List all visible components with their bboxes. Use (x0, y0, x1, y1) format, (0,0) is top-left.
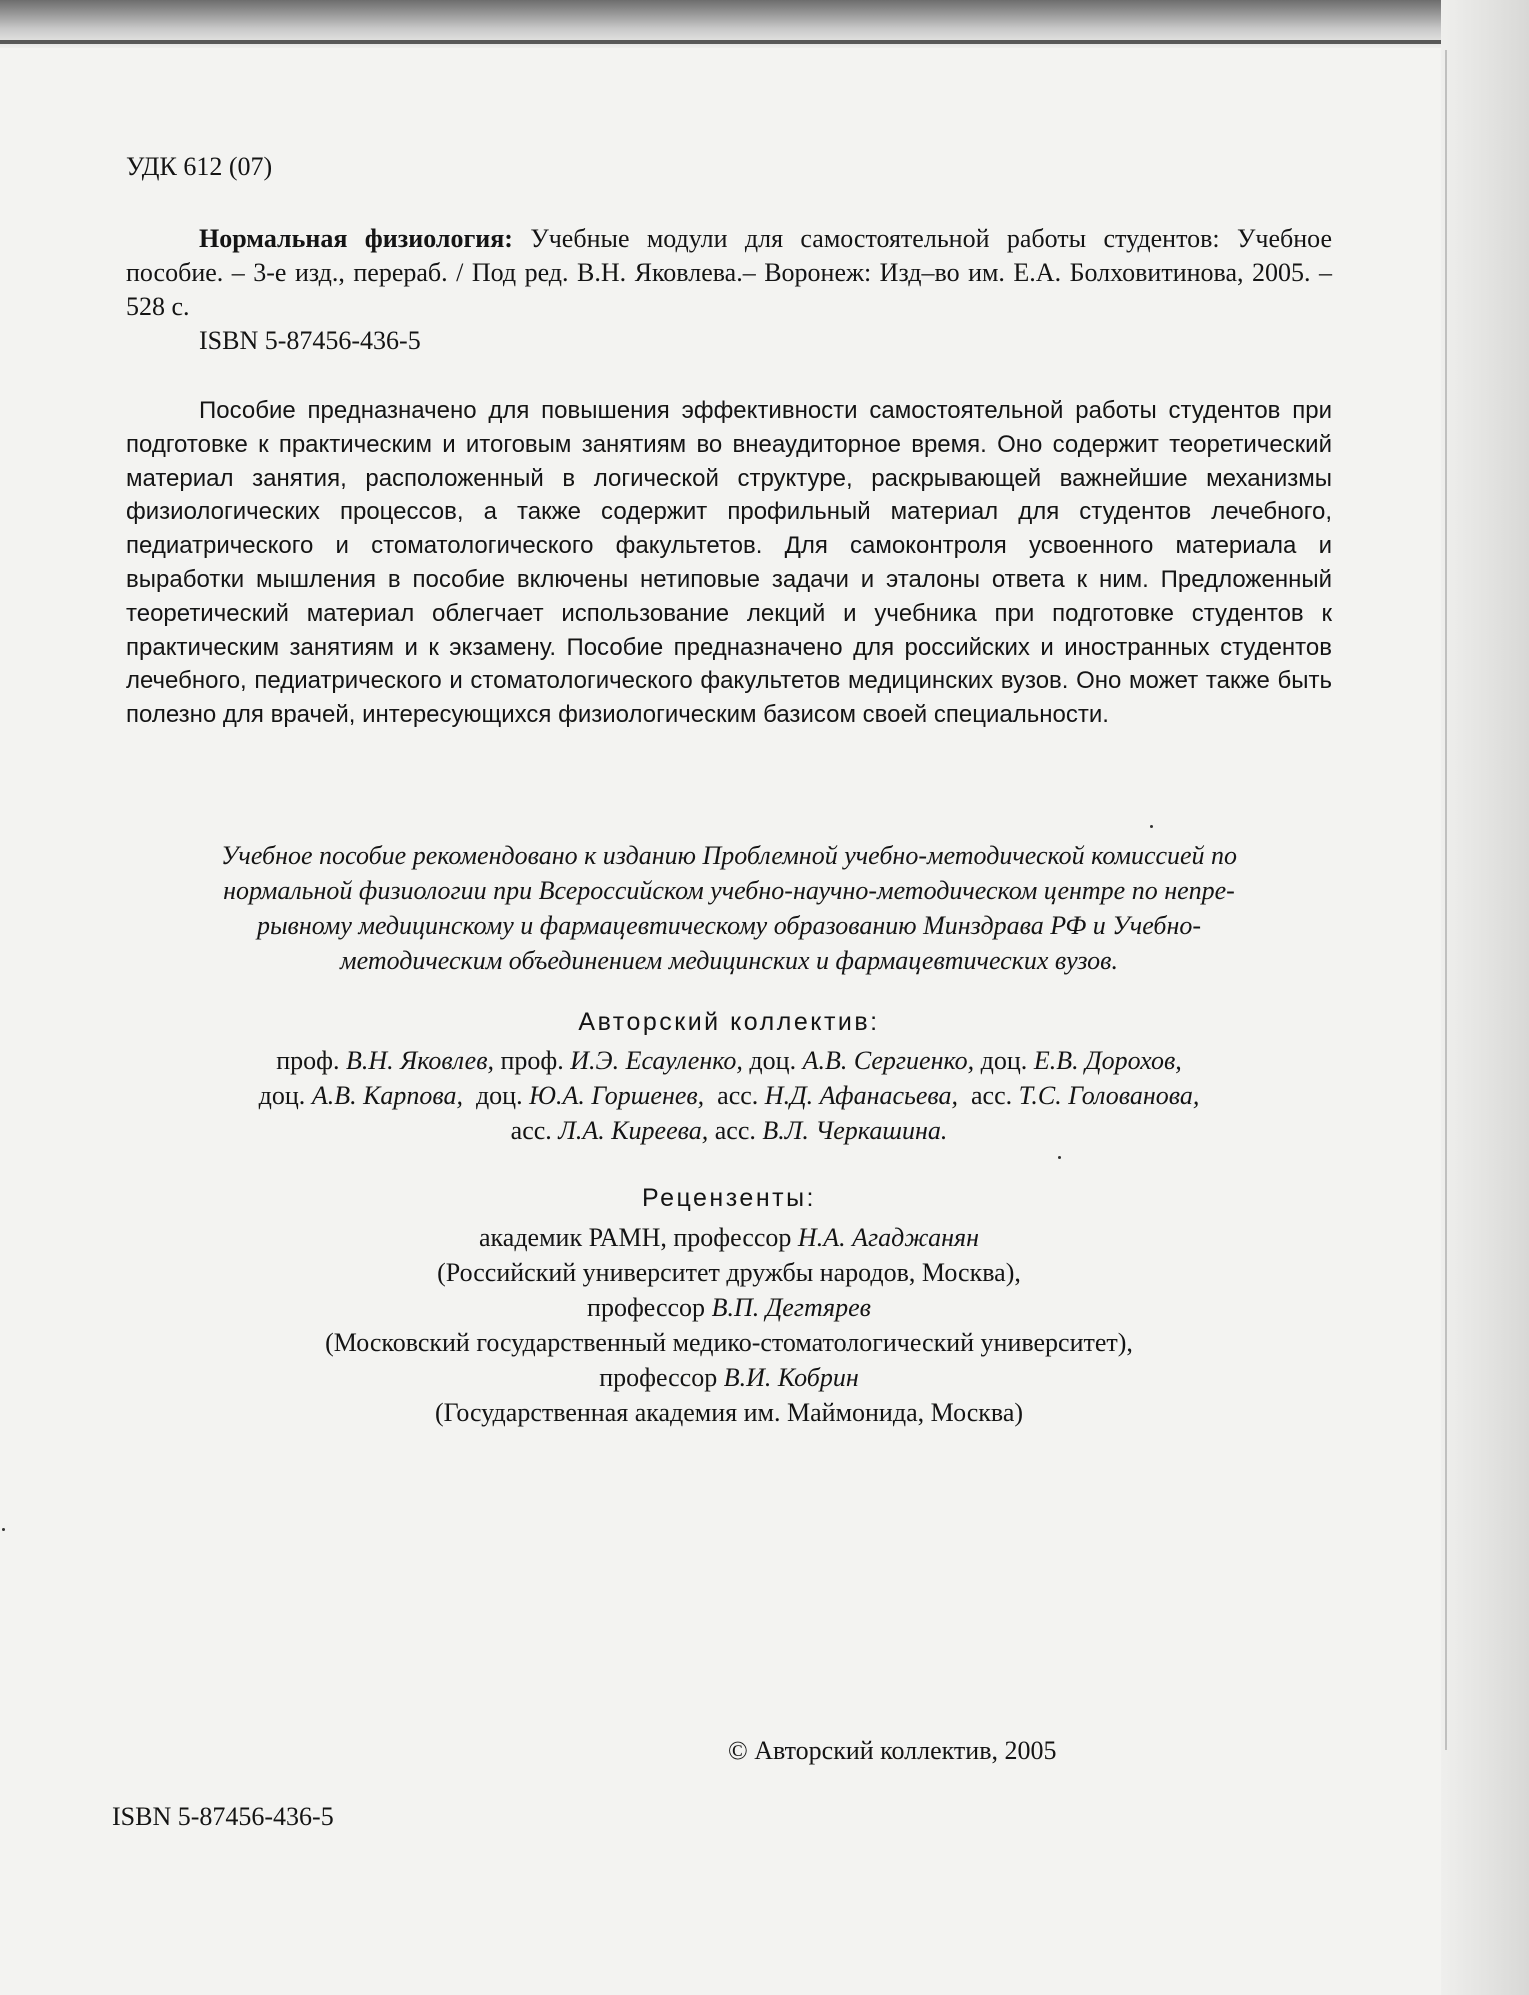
author-name: И.Э. Есауленко, (570, 1046, 743, 1075)
reviewer-title: профессор (587, 1293, 712, 1322)
reviewer-name: В.И. Кобрин (723, 1363, 859, 1392)
authors-line (126, 1078, 1332, 1113)
recommendation-note (126, 838, 1332, 978)
author-title: проф. (276, 1046, 346, 1075)
author-name: А.В. Карпова, (311, 1081, 463, 1110)
scan-speck (1150, 825, 1153, 828)
author-title: доц. (742, 1046, 803, 1075)
scan-right-margin (1441, 0, 1529, 1995)
recommendation-line: нормальной физиологии при Всероссийском учебно-научно-методическом центре по непре- (223, 876, 1235, 905)
reviewer-name: В.П. Дегтярев (711, 1293, 871, 1322)
author-title: асс. (704, 1081, 765, 1110)
reviewer-name: Н.А. Агаджанян (797, 1223, 979, 1252)
reviewer-title: академик РАМН, профессор (479, 1223, 798, 1252)
reviewer-affiliation: (Московский государственный медико-стоматологический университет), (325, 1328, 1133, 1357)
bibliographic-citation (126, 222, 1332, 324)
author-name: Е.В. Дорохов, (1033, 1046, 1182, 1075)
isbn-top: ISBN 5-87456-436-5 (199, 326, 421, 355)
recommendation-line: методическим объединением медицинских и фармацевтических вузов. (340, 946, 1118, 975)
citation-details: Учебные модули для самостоятельной работы студентов: Учебное пособие. – 3-е изд., перераб. / Под ред. В.Н. Яковлева.– Воронеж: Изд–во им. Е.А. Болховитинова, 2005. – 528 с. (126, 224, 1332, 321)
author-title: доц. (462, 1081, 530, 1110)
author-title: проф. (494, 1046, 571, 1075)
author-name: Н.Д. Афанасьева, (764, 1081, 958, 1110)
author-name: Л.А. Киреева, (558, 1116, 709, 1145)
abstract: Пособие предназначено для повышения эффективности самостоятельной работы студентов при подготовке к практическим и итоговым занятиям во внеаудиторное время. Оно содержит теоретический материал занятия, расположенный в логической структуре, раскрывающей важнейшие механизмы физиологических процессов, а также содержит профильный материал для студентов лечебного, педиатрического и стоматологического факультетов. Для самоконтроля усвоенного материала и выработки мышления в пособие включены нетиповые задачи и эталоны ответа к ним. Предложенный теоретический материал облегчает использование лекций и учебника при подготовке студентов к практическим занятиям и к экзамену. Пособие предназначено для российских и иностранных студентов лечебного, педиатрического и стоматологического факультетов медицинских вузов. Оно может также быть полезно для врачей, интересующихся физиологическим базисом своей специальности. (126, 397, 1332, 729)
recommendation-line: рывному медицинскому и фармацевтическому образованию Минздрава РФ и Учебно- (256, 911, 1202, 940)
udk-code: УДК 612 (07) (126, 152, 273, 181)
author-name: А.В. Сергиенко, (802, 1046, 975, 1075)
reviewer-affiliation: (Российский университет дружбы народов, Москва), (437, 1258, 1021, 1287)
reviewer-line (126, 1220, 1332, 1255)
author-title: асс. (708, 1116, 763, 1145)
scan-speck (2, 1528, 5, 1531)
reviewer-line (126, 1290, 1332, 1325)
recommendation-line: Учебное пособие рекомендовано к изданию Проблемной учебно-методической комиссией по (220, 841, 1238, 870)
reviewer-title: профессор (599, 1363, 724, 1392)
authors-heading: Авторский коллектив: (578, 1008, 880, 1036)
authors-line (126, 1043, 1332, 1078)
copyright-notice: © Авторский коллектив, 2005 (728, 1736, 1057, 1765)
book-title: Нормальная физиология: (199, 224, 513, 253)
scan-page-fold-line (1445, 50, 1447, 1750)
author-title: асс. (510, 1116, 559, 1145)
author-name: В.Л. Черкашина. (762, 1116, 948, 1145)
author-name: Ю.А. Горшенев, (529, 1081, 705, 1110)
author-title: асс. (957, 1081, 1019, 1110)
author-title: доц. (974, 1046, 1034, 1075)
author-name: Т.С. Голованова, (1018, 1081, 1200, 1110)
author-name: В.Н. Яковлев, (345, 1046, 494, 1075)
author-title: доц. (258, 1081, 312, 1110)
reviewer-affiliation: (Государственная академия им. Маймонида, Москва) (434, 1398, 1024, 1427)
reviewer-line (126, 1360, 1332, 1395)
authors-list (126, 1043, 1332, 1148)
reviewers-list (126, 1220, 1332, 1430)
reviewers-heading: Рецензенты: (642, 1184, 816, 1212)
isbn-bottom: ISBN 5-87456-436-5 (112, 1802, 334, 1831)
scan-speck (1058, 1156, 1061, 1159)
authors-line (126, 1113, 1332, 1148)
